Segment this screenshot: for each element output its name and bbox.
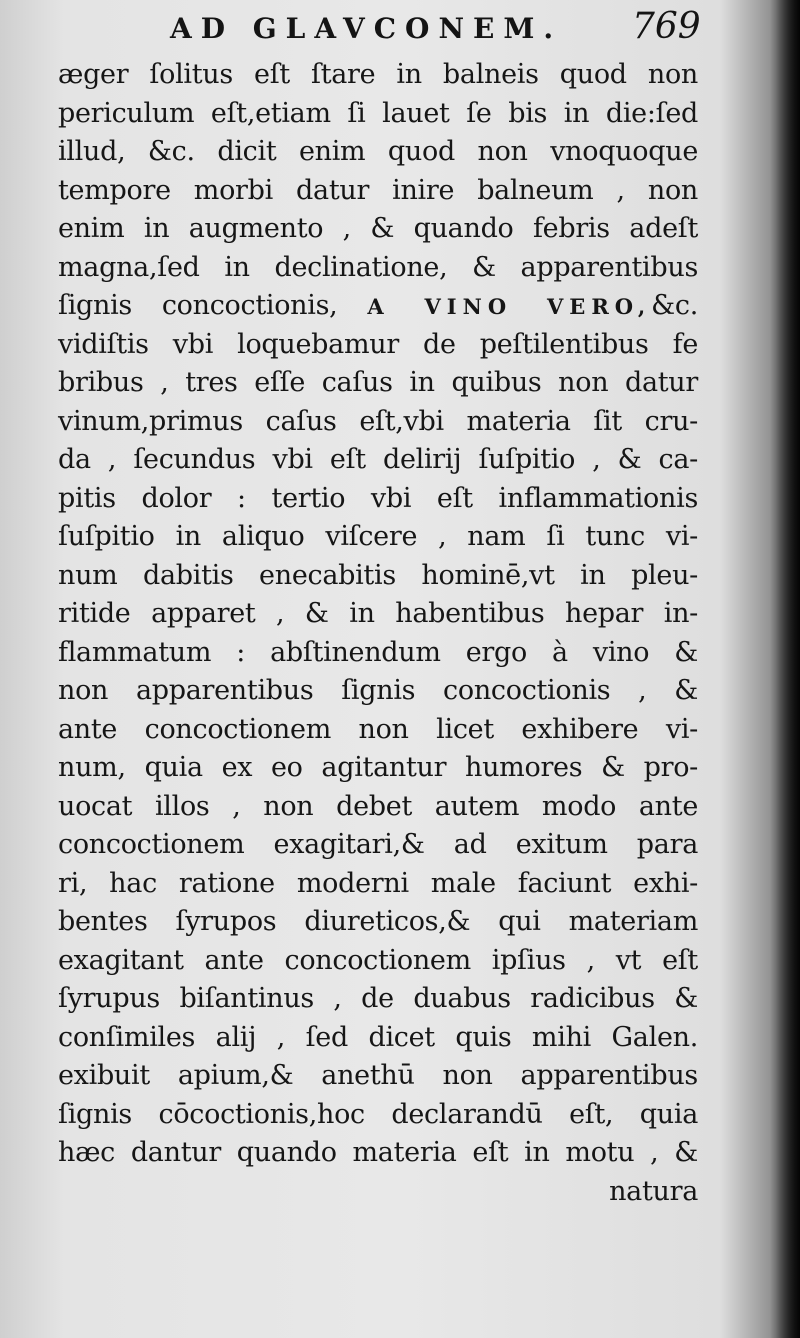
text-line: ritide apparet , & in habentibus hepar in- bbox=[58, 598, 698, 629]
text-line: pitis dolor : tertio vbi eſt inflammationis bbox=[58, 482, 698, 514]
text-line: flammatum : abſtinendum ergo à vino & bbox=[58, 636, 698, 668]
text-line: vinum,primus caſus eſt,vbi materia ſit cru- bbox=[58, 405, 698, 437]
lemma-small-caps: A VINO VERO, bbox=[367, 294, 652, 319]
running-title: AD GLAVCONEM. bbox=[170, 12, 563, 45]
text-line: ſuſpitio in aliquo viſcere , nam ſi tunc vi- bbox=[58, 521, 698, 552]
text-line: illud, &c. dicit enim quod non vnoquoque bbox=[58, 136, 698, 167]
text-line: conſimiles alij , ſed dicet quis mihi Galen. bbox=[58, 1021, 698, 1053]
text-line-segment: ſignis concoctionis, bbox=[58, 290, 338, 321]
text-line: tempore morbi datur inire balneum , non bbox=[58, 174, 698, 206]
text-line: exibuit apium,& anethū non apparentibus bbox=[58, 1060, 698, 1091]
page-number: 769 bbox=[632, 6, 701, 47]
text-line: uocat illos , non debet autem modo ante bbox=[58, 790, 698, 822]
text-line: bribus , tres eſſe caſus in quibus non datur bbox=[58, 367, 698, 398]
text-line: enim in augmento , & quando febris adeſt bbox=[58, 213, 698, 244]
text-line: ante concoctionem non licet exhibere vi- bbox=[58, 713, 698, 745]
text-line: da , ſecundus vbi eſt delirij ſuſpitio , & ca- bbox=[58, 444, 698, 475]
text-line: num, quia ex eo agitantur humores & pro- bbox=[58, 752, 698, 783]
text-line: hæc dantur quando materia eſt in motu , & bbox=[58, 1137, 698, 1168]
text-line: ſignis cōcoctionis,hoc declarandū eſt, quia bbox=[58, 1098, 698, 1130]
text-line: æger ſolitus eſt ſtare in balneis quod non bbox=[58, 59, 698, 90]
text-line: periculum eſt,etiam ſi lauet ſe bis in die:ſed bbox=[58, 97, 698, 129]
text-line: bentes ſyrupos diureticos,& qui materiam bbox=[58, 906, 698, 937]
text-line: ri, hac ratione moderni male faciunt exhi- bbox=[58, 867, 698, 899]
spine-shadow bbox=[770, 0, 800, 1338]
text-line bbox=[58, 287, 698, 326]
text-line: exagitant ante concoctionem ipſius , vt eſt bbox=[58, 944, 698, 976]
body-text bbox=[58, 56, 698, 1211]
text-line: num dabitis enecabitis hominē,vt in pleu- bbox=[58, 559, 698, 591]
text-line-segment: &c. bbox=[651, 290, 698, 321]
catchword: natura bbox=[609, 1175, 698, 1207]
text-line: vidiſtis vbi loquebamur de peſtilentibus fe bbox=[58, 328, 698, 360]
running-head bbox=[60, 4, 740, 50]
text-line: concoctionem exagitari,& ad exitum para bbox=[58, 829, 698, 860]
text-line: ſyrupus biſantinus , de duabus radicibus & bbox=[58, 983, 698, 1014]
text-line: magna,ſed in declinatione, & apparentibus bbox=[58, 251, 698, 283]
text-line: non apparentibus ſignis concoctionis , & bbox=[58, 675, 698, 706]
